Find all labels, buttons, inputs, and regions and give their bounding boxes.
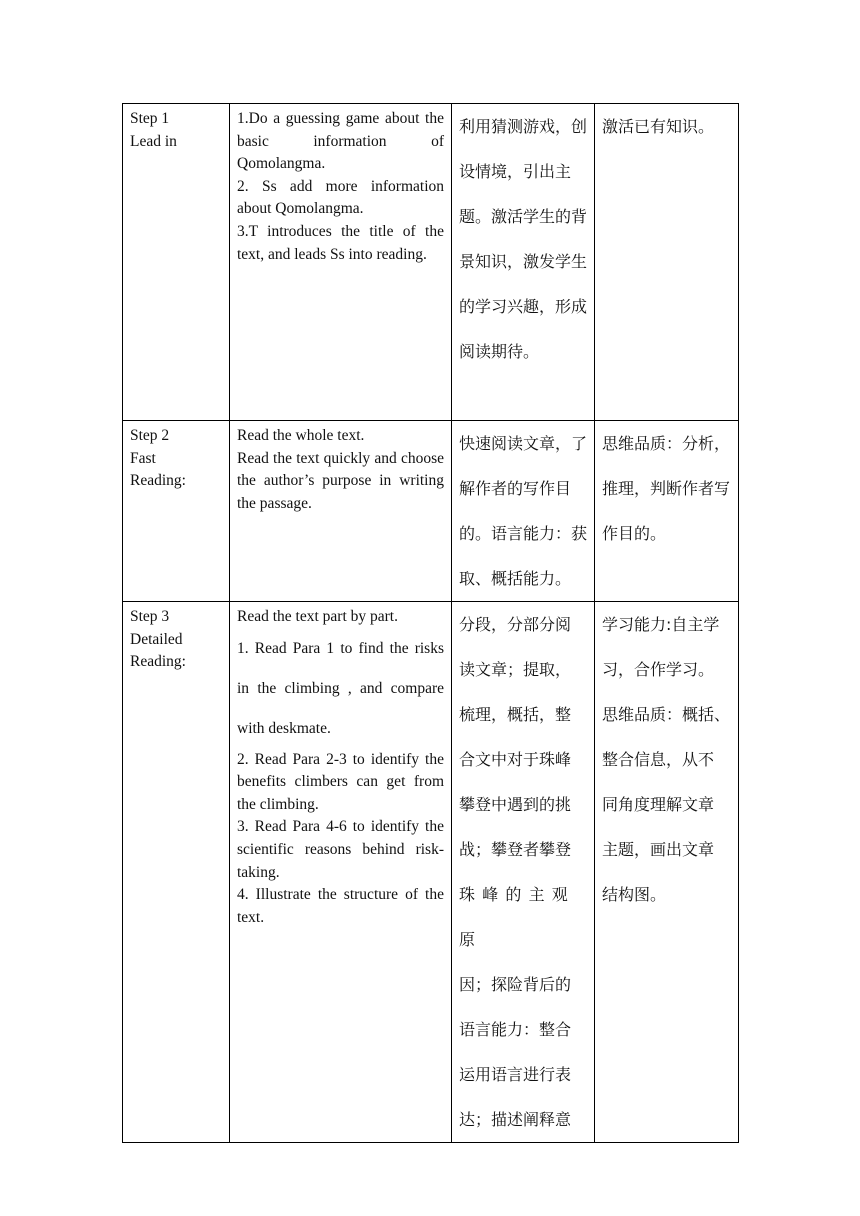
activities-cell [230,602,452,1143]
activity-item: 3.T introduces the title of the text, and leads Ss into reading. [237,222,444,263]
purpose-line: 攀登中遇到的挑 [459,795,572,814]
competence-line: 学习能力:自主学 [602,615,720,634]
activity-item: 1. Read Para 1 to find the risks in the climbing , and compare with deskmate. [237,639,444,737]
competence-line: 习，合作学习。 [602,660,715,679]
purpose-cell [452,104,595,421]
competence-cell [595,421,739,602]
step-number: Step 1 [130,110,170,127]
step-cell [123,421,230,602]
purpose-cell [452,602,595,1143]
purpose-line: 运用语言进行表 [459,1065,572,1084]
activity-item: 1.Do a guessing game about the basic information of Qomolangma. [237,110,444,173]
step-title-cont: Reading: [130,653,186,671]
competence-text: 激活已有知识。 [602,117,715,136]
step-title: Detailed [130,630,183,648]
step-title-cont: Reading: [130,472,186,490]
activities-cell [230,421,452,602]
purpose-line: 珠峰的主观原 [459,885,576,949]
purpose-line: 分段，分部分阅 [459,615,572,634]
activity-item: Read the whole text. [237,427,365,444]
purpose-text: 利用猜测游戏，创设情境，引出主题。激活学生的背景知识，激发学生的学习兴趣，形成阅读期待。 [459,117,588,361]
competence-line: 结构图。 [602,885,667,904]
step-title: Lead in [130,132,177,150]
competence-text: 思维品质：分析，推理，判断作者写作目的。 [602,434,731,543]
table-row [123,104,739,421]
competence-line: 整合信息，从不 [602,750,715,769]
step-number: Step 3 [130,608,170,625]
activity-item: 3. Read Para 4-6 to identify the scientific reasons behind risk-taking. [237,818,444,881]
step-cell [123,104,230,421]
competence-line: 同角度理解文章 [602,795,715,814]
competence-cell [595,602,739,1143]
purpose-line: 合文中对于珠峰 [459,750,572,769]
purpose-text: 快速阅读文章，了解作者的写作目的。语言能力：获取、概括能力。 [459,434,588,588]
purpose-line: 因；探险背后的 [459,975,572,994]
purpose-line: 语言能力：整合 [459,1020,572,1039]
activity-item: 2. Ss add more information about Qomolangma. [237,177,444,218]
purpose-line: 战；攀登者攀登 [459,840,572,859]
lesson-plan-table [122,103,739,1143]
competence-line: 主题，画出文章 [602,840,715,859]
activity-item: Read the text quickly and choose the author’s purpose in writing the passage. [237,449,444,512]
activities-cell [230,104,452,421]
purpose-line: 梳理，概括，整 [459,705,572,724]
purpose-line: 读文章；提取， [459,660,572,679]
step-title: Fast [130,449,156,467]
purpose-cell [452,421,595,602]
table-row [123,421,739,602]
activity-item: 4. Illustrate the structure of the text. [237,886,444,926]
purpose-line: 达；描述阐释意 [459,1110,572,1129]
step-cell [123,602,230,1143]
competence-line: 思维品质：概括、 [602,705,731,724]
activity-item: 2. Read Para 2-3 to identify the benefits climbers can get from the climbing. [237,750,444,813]
competence-cell [595,104,739,421]
table-row [123,602,739,1143]
step-number: Step 2 [130,427,170,444]
activity-item: Read the text part by part. [237,608,398,625]
